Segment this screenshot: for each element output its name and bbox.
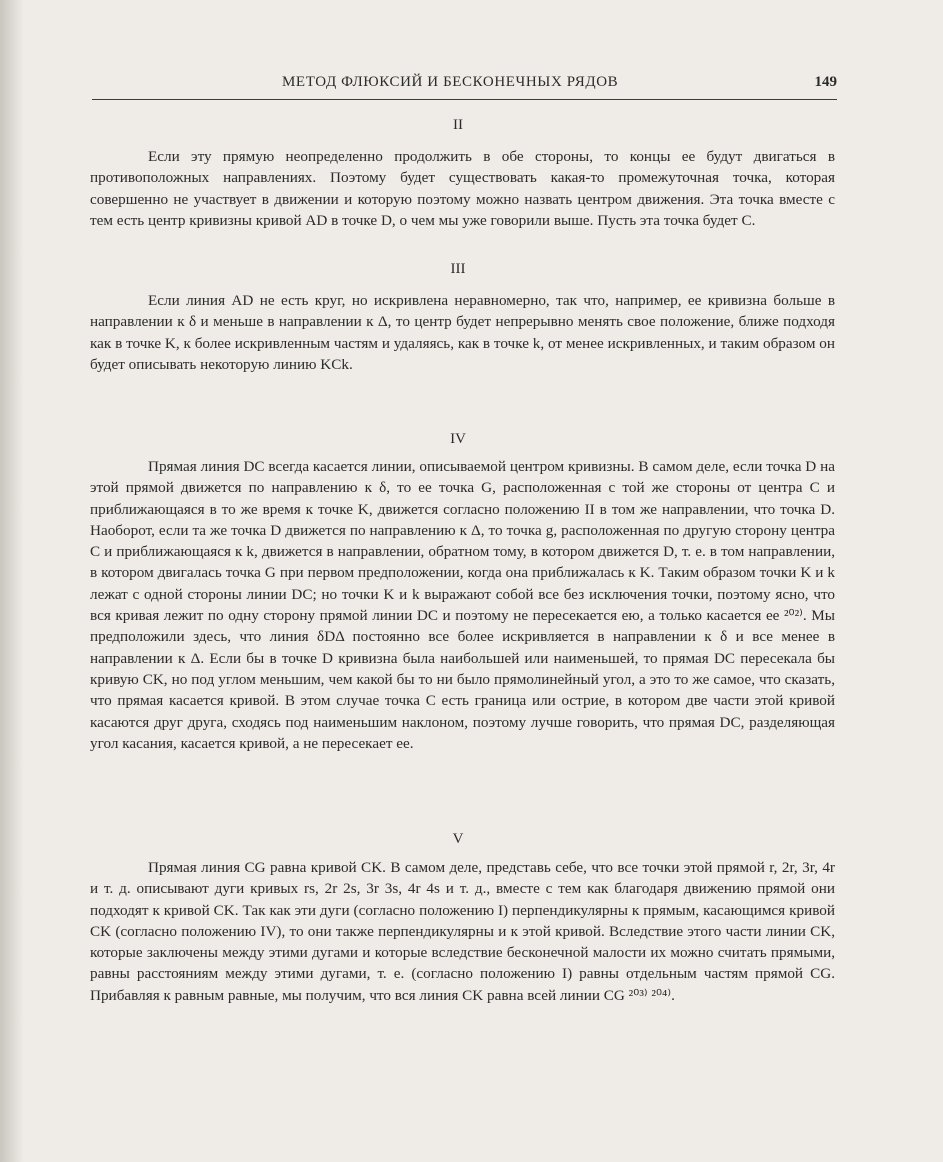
page-header — [92, 74, 837, 96]
section-number-iii: III — [450, 261, 466, 277]
section-number-iv: IV — [450, 431, 466, 447]
section-iv-text: Прямая линия DC всегда касается линии, описываемой центром кривизны. В самом деле, если точка D на этой прямой движется по направлению к δ, то ее точка G, расположенная с той же стороны от центра C и приближающаяся в то же время к точке K, движется согласно положению II в том же направлении, что точка D. Наоборот, если та же точка D движется по направлению к Δ, то точка g, расположенная по другую сторону центра C и приближающаяся к k, движется в направлении, обратном тому, в котором движется D, т. е. в том направлении, в котором двигалась точка G при первом предположении, когда она приближалась к K. Таким образом точки K и k лежат с одной стороны линии DC; но точки K и k выражают собой все без исключения точки, поэтому ясно, что вся кривая лежит по одну сторону прямой линии DC и поэтому не пересекается ею, а только касается ее ²⁰²⁾. Мы предположили здесь, что линия δDΔ постоянно все более искривляется в направлении к δ и все менее в направлении к Δ. Если бы в точке D кривизна была наибольшей или наименьшей, то прямая DC пересекала бы кривую CK, но под углом меньшим, чем какой бы то ни было прямолинейный угол, а это то же самое, что сказать, что прямая касается кривой. В этом случае точка C есть граница или острие, в котором две части этой кривой касаются друг друга, сходясь под наименьшим наклоном, поэтому лучше говорить, что прямая DC, разделяющая угол касания, касается кривой, а не пересекает ее. — [90, 458, 835, 752]
header-rule — [92, 99, 837, 100]
page-number: 149 — [814, 74, 837, 90]
section-v-text: Прямая линия CG равна кривой CK. В самом деле, представь себе, что все точки этой прямой r, 2r, 3r, 4r и т. д. описывают дуги кривых rs, 2r 2s, 3r 3s, 4r 4s и т. д., вместе с тем как благодаря движению прямой они подходят к кривой CK. Так как эти дуги (согласно положению I) перпендикулярны к прямым, касающимся кривой CK (согласно положению IV), то они также перпендикулярны и к этой кривой. Вследствие этого части линии CK, которые заключены между этими дугами и которые вследствие бесконечной малости их можно считать прямыми, равны расстояниям между этими дугами, т. е. (согласно положению I) равны отдельным частям прямой CG. Прибавляя к равным равные, мы получим, что вся линия CK равна всей линии CG ²⁰³⁾ ²⁰⁴⁾. — [90, 859, 835, 1004]
section-number-v: V — [452, 831, 464, 847]
section-ii-text: Если эту прямую неопределенно продолжить в обе стороны, то концы ее будут двигаться в противоположных направлениях. Поэтому будет существовать какая-то промежуточная точка, которая совершенно не участвует в движении и которую поэтому можно назвать центром движения. Эта точка вместе с тем есть центр кривизны кривой AD в точке D, о чем мы уже говорили выше. Пусть эта точка будет C. — [90, 148, 835, 229]
section-iii-text: Если линия AD не есть круг, но искривлена неравномерно, так что, например, ее кривизна больше в направлении к δ и меньше в направлении к Δ, то центр будет непрерывно менять свое положение, ближе подходя как в точке K, к более искривленным частям и удаляясь, как в точке k, от менее искривленных, и таким образом он будет описывать некоторую линию KCk. — [90, 292, 835, 373]
running-title: МЕТОД ФЛЮКСИЙ И БЕСКОНЕЧНЫХ РЯДОВ — [282, 74, 619, 90]
section-number-ii: II — [453, 117, 463, 133]
page-binding-shadow — [0, 0, 24, 1162]
